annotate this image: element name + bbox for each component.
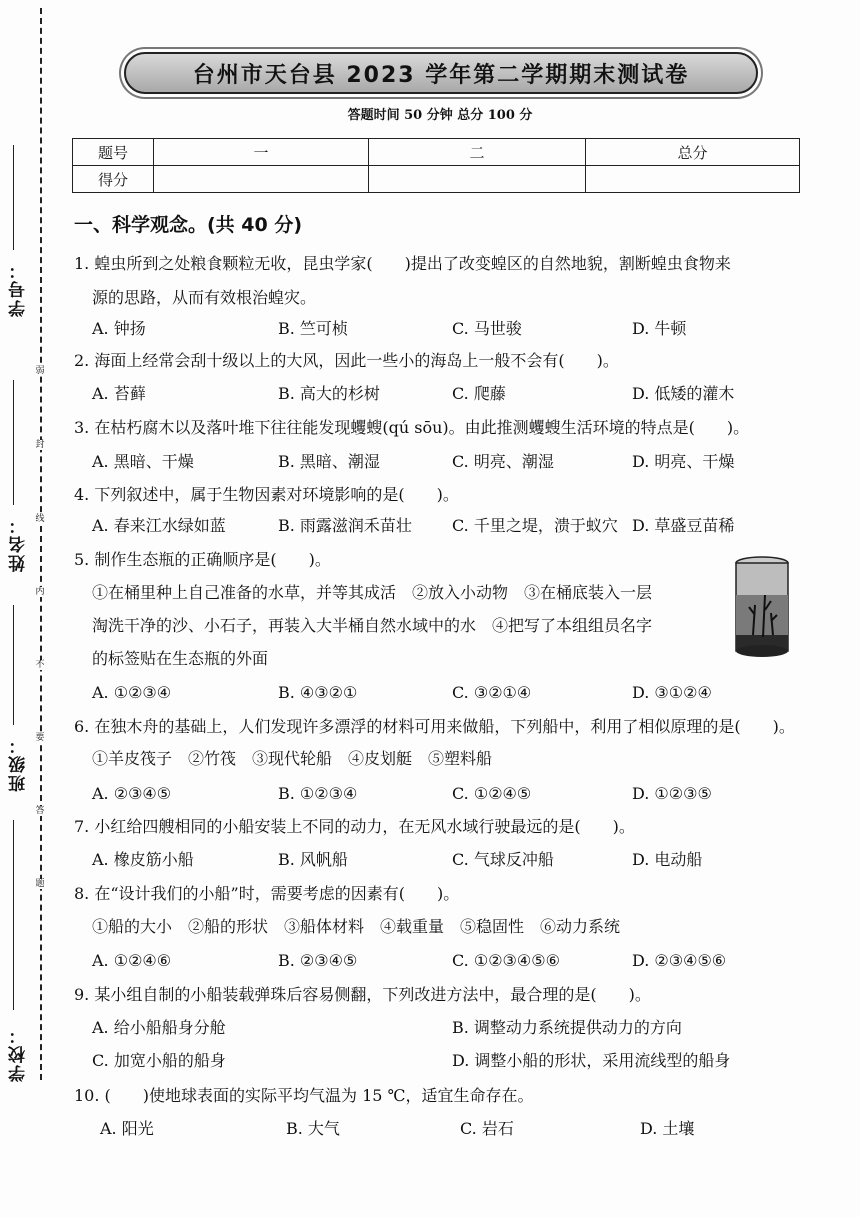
binding-word: 弱 [31, 366, 49, 376]
binding-word: 要 [31, 733, 49, 743]
option-c[interactable]: C. ③②①④ [452, 683, 532, 702]
question-6-text: ①羊皮筏子 ②竹筏 ③现代轮船 ④皮划艇 ⑤塑料船 [92, 749, 493, 768]
option-a[interactable]: A. 春来江水绿如蓝 [92, 516, 226, 535]
option-c[interactable]: C. ①②③④⑤⑥ [452, 951, 560, 970]
option-c[interactable]: C. 岩石 [460, 1119, 514, 1138]
exam-time-info: 答题时间 50 分钟 总分 100 分 [347, 108, 533, 123]
school-line[interactable] [13, 820, 14, 1010]
score-table-cell: 总分 [586, 139, 800, 166]
option-d[interactable]: D. ①②③⑤ [632, 784, 712, 803]
option-c[interactable]: C. 马世骏 [452, 319, 522, 338]
question-4-text: 4. 下列叙述中，属于生物因素对环境影响的是( )。 [74, 485, 459, 504]
school-label: 学校： [9, 1025, 29, 1082]
option-b[interactable]: B. 竺可桢 [278, 319, 348, 338]
option-b[interactable]: B. 雨露滋润禾苗壮 [278, 516, 412, 535]
option-d[interactable]: D. ③①②④ [632, 683, 712, 702]
option-a[interactable]: A. ①②③④ [92, 683, 172, 702]
option-d[interactable]: D. 低矮的灌木 [632, 384, 735, 403]
question-1-text: 源的思路，从而有效根治蝗灾。 [92, 288, 317, 307]
binding-word: 不 [31, 660, 49, 670]
binding-word: 线 [31, 514, 49, 524]
option-b[interactable]: B. 大气 [286, 1119, 340, 1138]
score-table-cell: 题号 [73, 139, 154, 166]
class-field [6, 735, 34, 792]
binding-word: 题 [31, 879, 49, 889]
option-a[interactable]: A. ①②④⑥ [92, 951, 172, 970]
question-10-text: 10. ( )使地球表面的实际平均气温为 15 ℃，适宜生命存在。 [74, 1086, 534, 1105]
school-field [6, 1025, 34, 1082]
option-d[interactable]: D. 明亮、干燥 [632, 452, 735, 471]
score-input-cell[interactable] [586, 166, 800, 193]
question-2-text: 2. 海面上经常会刮十级以上的大风，因此一些小的海岛上一般不会有( )。 [74, 351, 619, 370]
binding-word: 答 [31, 806, 49, 816]
section-heading: 一、科学观念。(共 40 分) [74, 214, 303, 236]
option-c[interactable]: C. 爬藤 [452, 384, 506, 403]
question-8-text: 8. 在“设计我们的小船”时，需要考虑的因素有( )。 [74, 884, 460, 903]
question-5-text: 的标签贴在生态瓶的外面 [92, 649, 269, 668]
question-7-text: 7. 小红给四艘相同的小船安装上不同的动力，在无风水域行驶最远的是( )。 [74, 817, 635, 836]
score-table-cell: 二 [369, 139, 586, 166]
name-line[interactable] [13, 380, 14, 505]
option-b[interactable]: B. ①②③④ [278, 784, 358, 803]
eco-bottle-image [733, 555, 791, 660]
question-5-text: ①在桶里种上自己准备的水草，并等其成活 ②放入小动物 ③在桶底装入一层 [92, 583, 653, 602]
binding-word: 封 [31, 440, 49, 450]
question-8-text: ①船的大小 ②船的形状 ③船体材料 ④载重量 ⑤稳固性 ⑥动力系统 [92, 917, 621, 936]
question-6-text: 6. 在独木舟的基础上，人们发现许多漂浮的材料可用来做船，下列船中，利用了相似原理的是( )。 [74, 717, 795, 736]
option-d[interactable]: D. 电动船 [632, 850, 703, 869]
option-c[interactable]: C. 千里之堤，溃于蚁穴 [452, 516, 618, 535]
class-label: 班级： [9, 735, 29, 792]
option-a[interactable]: A. 苔藓 [92, 384, 146, 403]
option-d[interactable]: D. 调整小船的形状，采用流线型的船身 [452, 1051, 731, 1070]
option-a[interactable]: A. 钟扬 [92, 319, 146, 338]
student-number-field [6, 260, 34, 317]
option-a[interactable]: A. 黑暗、干燥 [92, 452, 194, 471]
option-a[interactable]: A. 橡皮筋小船 [92, 850, 194, 869]
score-input-cell[interactable] [369, 166, 586, 193]
option-b[interactable]: B. ②③④⑤ [278, 951, 358, 970]
question-5-text: 淘洗干净的沙、小石子，再装入大半桶自然水域中的水 ④把写了本组组员名字 [92, 616, 653, 635]
option-c[interactable]: C. 明亮、潮湿 [452, 452, 554, 471]
option-b[interactable]: B. 调整动力系统提供动力的方向 [452, 1018, 682, 1037]
score-table-cell: 得分 [73, 166, 154, 193]
name-field [6, 515, 34, 572]
binding-word: 内 [31, 587, 49, 597]
option-b[interactable]: B. 黑暗、潮湿 [278, 452, 380, 471]
name-label: 姓名： [9, 515, 29, 572]
option-c[interactable]: C. 气球反冲船 [452, 850, 554, 869]
option-a[interactable]: A. 阳光 [100, 1119, 154, 1138]
option-d[interactable]: D. ②③④⑤⑥ [632, 951, 727, 970]
student-number-line[interactable] [13, 145, 14, 250]
score-table [72, 138, 800, 193]
exam-title: 台州市天台县 2023 学年第二学期期末测试卷 [192, 62, 690, 88]
title-banner [124, 52, 758, 94]
option-d[interactable]: D. 牛顿 [632, 319, 687, 338]
class-line[interactable] [13, 605, 14, 725]
question-3-text: 3. 在枯朽腐木以及落叶堆下往往能发现蠼螋(qú sōu)。由此推测蠼螋生活环境的特点是( )。 [74, 418, 750, 437]
student-number-label: 学号： [9, 260, 29, 317]
option-d[interactable]: D. 土壤 [640, 1119, 695, 1138]
option-c[interactable]: C. 加宽小船的船身 [92, 1051, 226, 1070]
option-a[interactable]: A. ②③④⑤ [92, 784, 172, 803]
score-table-header-row [73, 139, 800, 166]
question-1-text: 1. 蝗虫所到之处粮食颗粒无收，昆虫学家( )提出了改变蝗区的自然地貌，割断蝗虫食物来 [74, 254, 731, 273]
score-table-score-row [73, 166, 800, 193]
question-5-text: 5. 制作生态瓶的正确顺序是( )。 [74, 550, 331, 569]
question-9-text: 9. 某小组自制的小船装载弹珠后容易侧翻，下列改进方法中，最合理的是( )。 [74, 985, 651, 1004]
score-input-cell[interactable] [154, 166, 369, 193]
option-b[interactable]: B. 风帆船 [278, 850, 348, 869]
option-d[interactable]: D. 草盛豆苗稀 [632, 516, 735, 535]
score-table-cell: 一 [154, 139, 369, 166]
option-b[interactable]: B. ④③②① [278, 683, 358, 702]
option-c[interactable]: C. ①②④⑤ [452, 784, 532, 803]
option-a[interactable]: A. 给小船船身分舱 [92, 1018, 226, 1037]
option-b[interactable]: B. 高大的杉树 [278, 384, 380, 403]
binding-dashed-line [40, 8, 42, 1080]
